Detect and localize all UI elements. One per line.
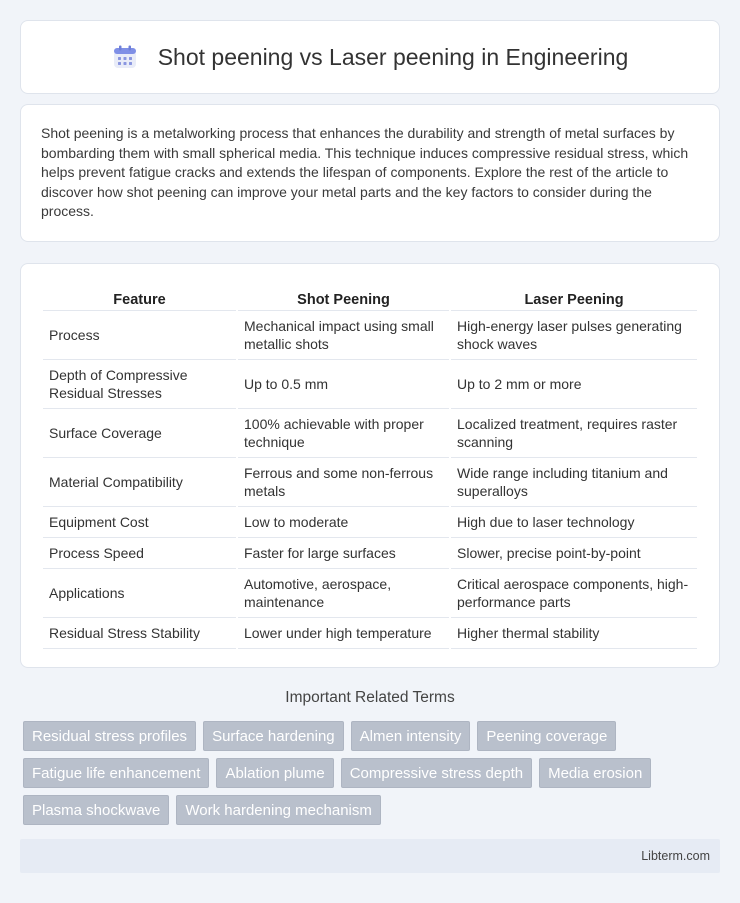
page-header (20, 20, 720, 94)
table-cell: Material Compatibility (43, 458, 236, 507)
footer-site-link[interactable]: Libterm.com (641, 849, 710, 863)
table-cell: Wide range including titanium and superalloys (451, 458, 697, 507)
table-cell: Mechanical impact using small metallic shots (238, 311, 449, 360)
related-term-tag[interactable]: Compressive stress depth (341, 758, 532, 788)
related-terms-list (23, 721, 723, 832)
table-cell: Ferrous and some non-ferrous metals (238, 458, 449, 507)
related-term-tag[interactable]: Peening coverage (477, 721, 616, 751)
table-cell: Low to moderate (238, 507, 449, 538)
header-shot-peening: Shot Peening (238, 284, 449, 311)
page-title: Shot peening vs Laser peening in Engineering (157, 43, 629, 70)
table-row (43, 311, 697, 360)
table-header-row (43, 284, 697, 311)
table-cell: Surface Coverage (43, 409, 236, 458)
table-cell: High due to laser technology (451, 507, 697, 538)
table-cell: 100% achievable with proper technique (238, 409, 449, 458)
related-term-tag[interactable]: Residual stress profiles (23, 721, 196, 751)
intro-text: Shot peening is a metalworking process that enhances the durability and strength of metal surfaces by bombarding them with small spherical media. This technique induces compressive residual stress, which helps prevent fatigue cracks and extends the lifespan of components. Explore the rest of the article to discover how shot peening can improve your metal parts and the key factors to consider during the process. (41, 125, 689, 219)
table-cell: Higher thermal stability (451, 618, 697, 649)
table-row (43, 360, 697, 409)
table-row (43, 507, 697, 538)
table-cell: Lower under high temperature (238, 618, 449, 649)
table-row (43, 409, 697, 458)
table-row (43, 458, 697, 507)
table-row (43, 538, 697, 569)
related-term-tag[interactable]: Surface hardening (203, 721, 344, 751)
related-term-tag[interactable]: Ablation plume (216, 758, 333, 788)
related-term-tag[interactable]: Fatigue life enhancement (23, 758, 209, 788)
related-term-tag[interactable]: Work hardening mechanism (176, 795, 380, 825)
table-row (43, 618, 697, 649)
table-cell: Critical aerospace components, high-performance parts (451, 569, 697, 618)
calendar-icon (112, 44, 138, 70)
table-cell: Applications (43, 569, 236, 618)
table-cell: Depth of Compressive Residual Stresses (43, 360, 236, 409)
table-cell: High-energy laser pulses generating shock waves (451, 311, 697, 360)
table-cell: Localized treatment, requires raster scanning (451, 409, 697, 458)
table-cell: Up to 0.5 mm (238, 360, 449, 409)
related-terms-title: Important Related Terms (285, 689, 455, 706)
table-cell: Faster for large surfaces (238, 538, 449, 569)
table-row (43, 569, 697, 618)
related-term-tag[interactable]: Almen intensity (351, 721, 471, 751)
header-feature: Feature (43, 284, 236, 311)
header-laser-peening: Laser Peening (451, 284, 697, 311)
intro-card (20, 104, 720, 242)
table-cell: Up to 2 mm or more (451, 360, 697, 409)
table-cell: Process Speed (43, 538, 236, 569)
related-term-tag[interactable]: Plasma shockwave (23, 795, 169, 825)
comparison-card (20, 263, 720, 668)
footer (20, 839, 720, 873)
table-cell: Equipment Cost (43, 507, 236, 538)
table-cell: Slower, precise point-by-point (451, 538, 697, 569)
table-cell: Process (43, 311, 236, 360)
related-term-tag[interactable]: Media erosion (539, 758, 651, 788)
comparison-table (41, 284, 699, 649)
table-cell: Residual Stress Stability (43, 618, 236, 649)
table-cell: Automotive, aerospace, maintenance (238, 569, 449, 618)
